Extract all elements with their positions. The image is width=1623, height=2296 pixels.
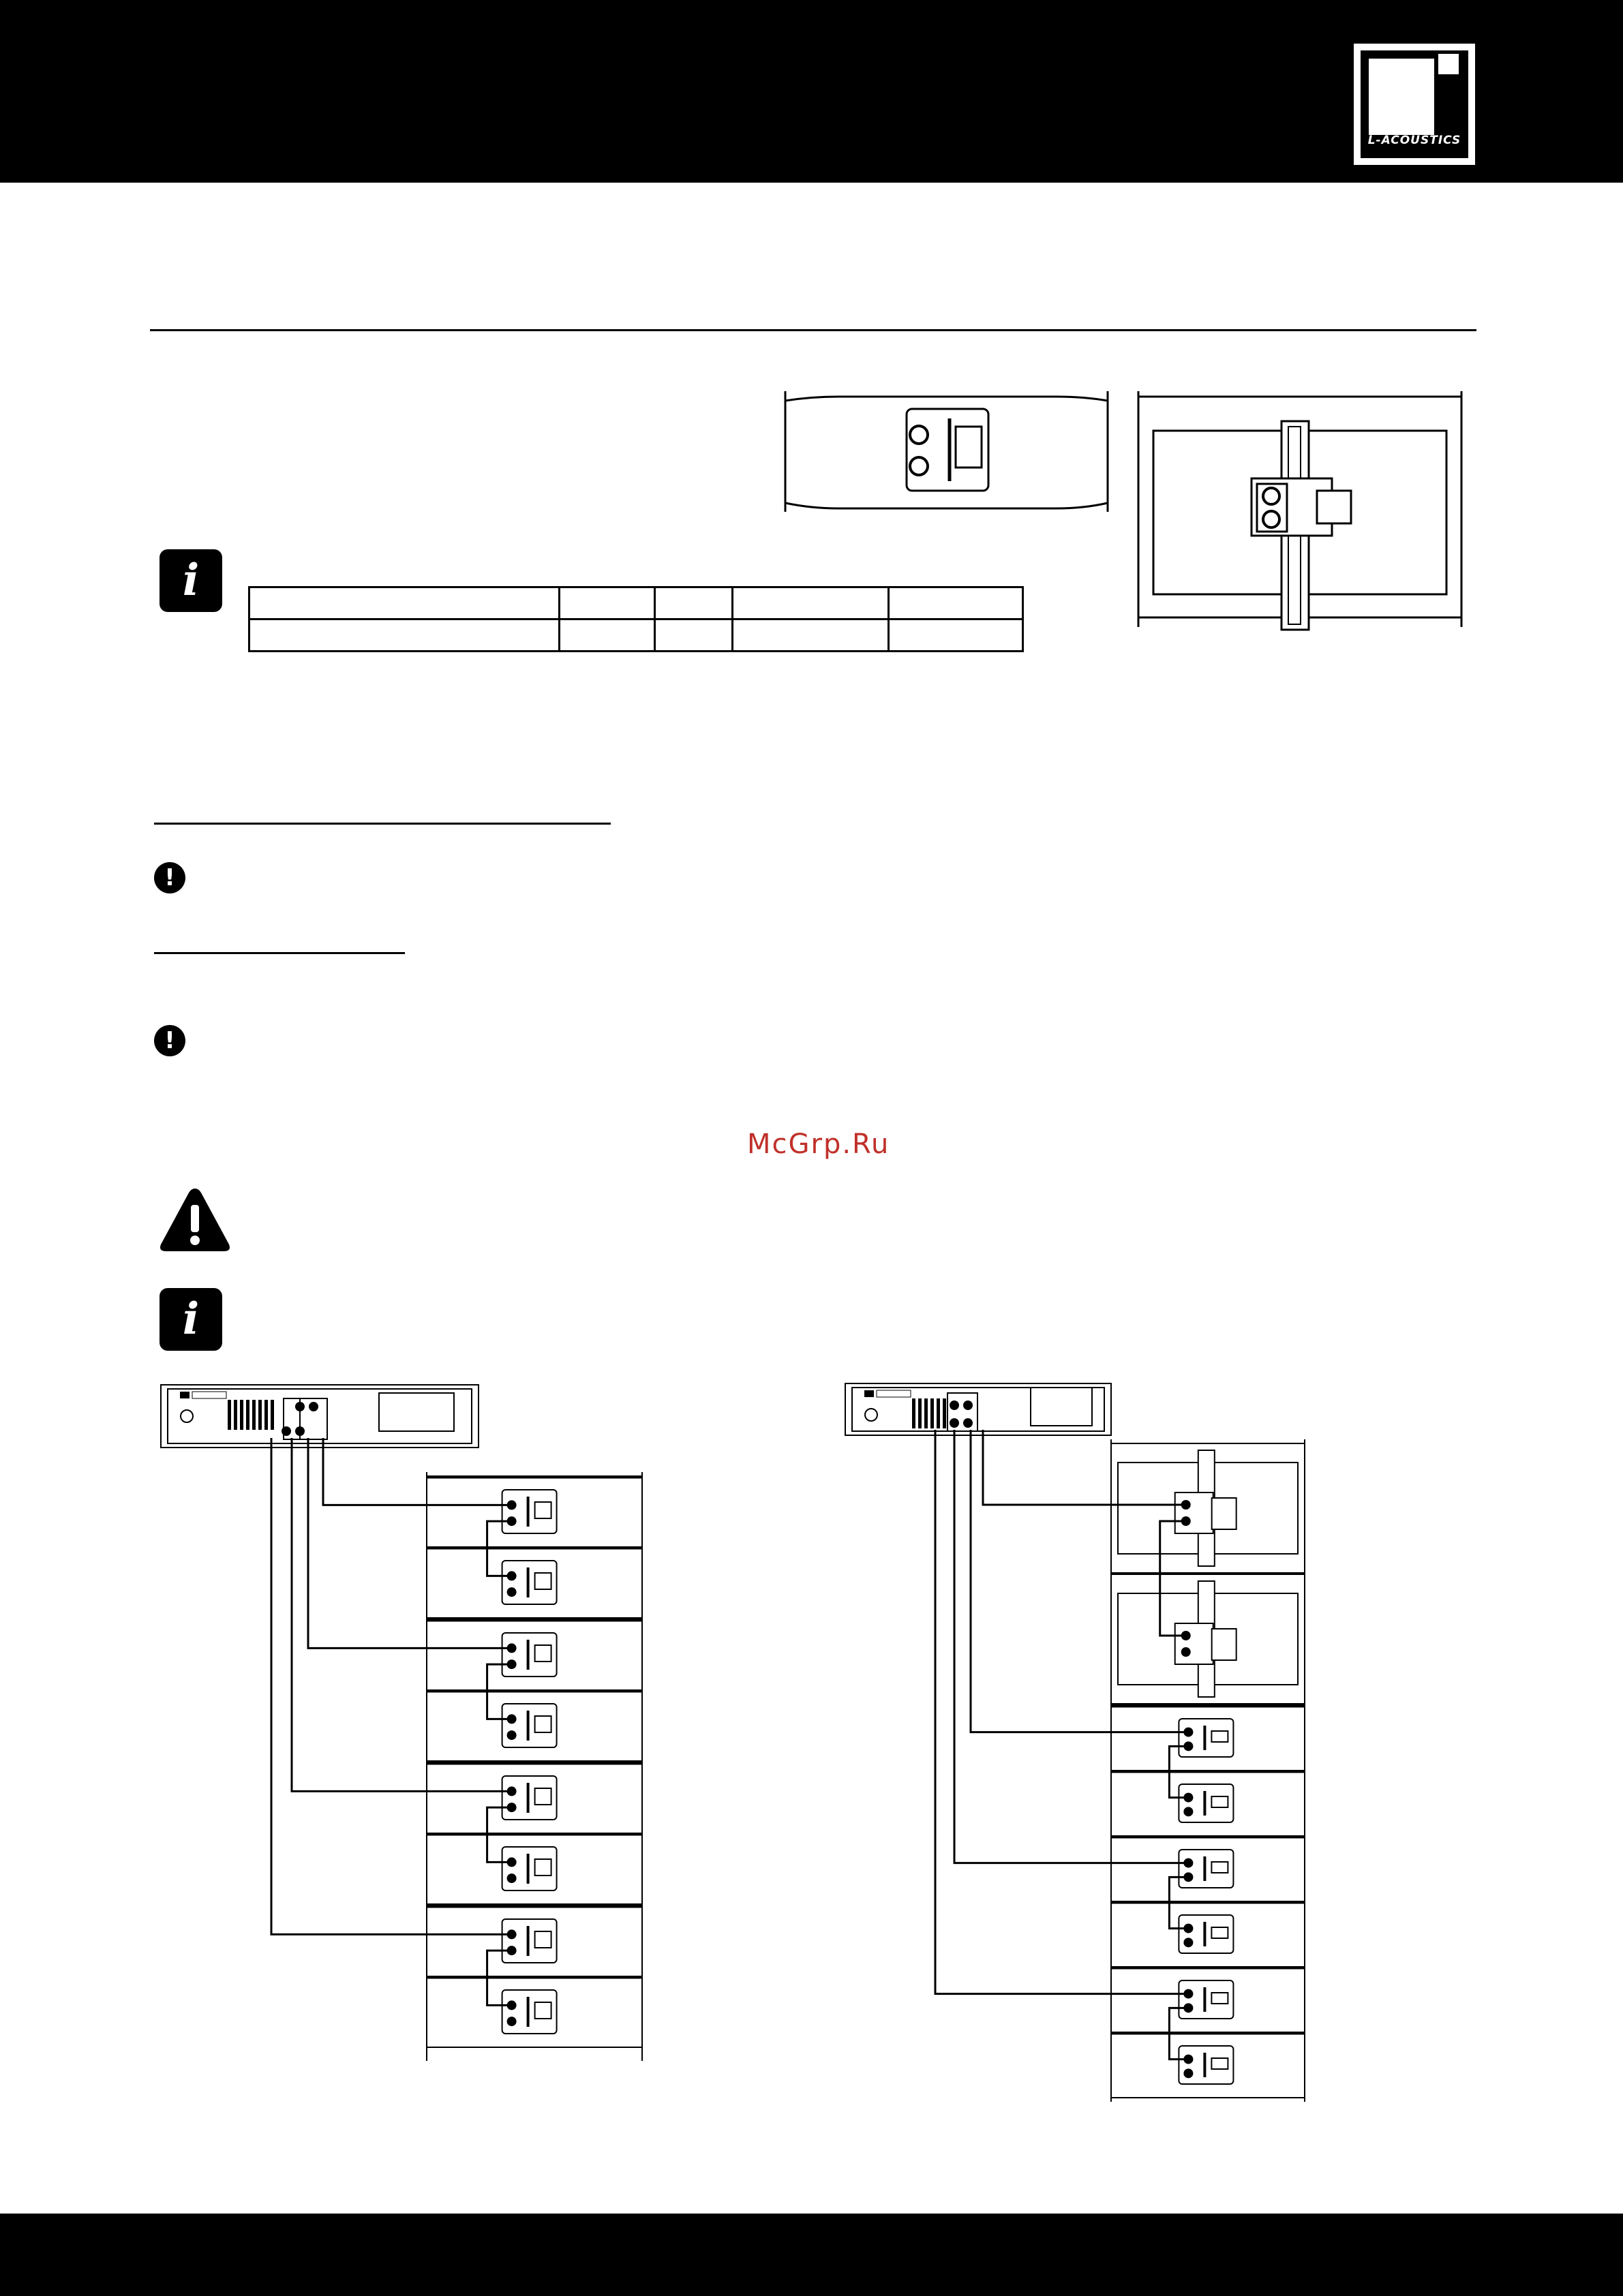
panel-window xyxy=(535,1645,551,1662)
amp-vent xyxy=(258,1400,262,1430)
panel-window xyxy=(535,2002,551,2019)
panel-window xyxy=(535,1859,551,1876)
amp-io-panel xyxy=(379,1393,454,1431)
panel-window xyxy=(1211,1862,1228,1873)
amp-badge xyxy=(864,1390,874,1397)
important-icon: ! xyxy=(154,862,185,893)
amp-output-connector xyxy=(950,1400,959,1410)
amp-output-connector xyxy=(963,1418,973,1428)
footer-bar xyxy=(0,2214,1623,2296)
amp-vent xyxy=(930,1398,934,1428)
panel-window xyxy=(535,1788,551,1805)
speakon-connector xyxy=(1183,1938,1193,1947)
speakon-connector xyxy=(1183,1807,1193,1816)
speakon-connector xyxy=(507,1587,517,1597)
amp-vent xyxy=(264,1400,268,1430)
amp-vent xyxy=(228,1400,231,1430)
watermark-text: McGrp.Ru xyxy=(747,1129,890,1160)
panel-window xyxy=(535,1931,551,1948)
panel-window xyxy=(535,1716,551,1732)
panel-window xyxy=(1211,1796,1228,1807)
important-icon: ! xyxy=(154,1025,185,1056)
panel-window xyxy=(1212,1629,1237,1660)
speakon-connector xyxy=(507,2017,517,2026)
panel-window xyxy=(535,1502,551,1518)
panel-window xyxy=(1211,1927,1228,1938)
amp-vent xyxy=(924,1398,928,1428)
amp-vent xyxy=(937,1398,940,1428)
panel-window xyxy=(1211,2058,1228,2069)
panel-window xyxy=(1212,1498,1237,1529)
logo-brand-text: L-ACOUSTICS xyxy=(1367,134,1461,147)
amp-output-connector xyxy=(295,1426,305,1436)
amp-output-connector xyxy=(963,1400,973,1410)
connector-panel xyxy=(1175,1493,1213,1533)
amp-knob xyxy=(181,1410,193,1422)
panel-window xyxy=(535,1573,551,1589)
speakon-connector xyxy=(1183,2068,1193,2078)
amp-vent xyxy=(246,1400,249,1430)
connector-panel xyxy=(1175,1623,1213,1664)
amp-badge xyxy=(180,1392,189,1398)
info-icon: i xyxy=(160,549,222,612)
amp-label xyxy=(877,1390,911,1397)
amp-output-connector xyxy=(309,1402,318,1411)
panel-window xyxy=(1211,1731,1228,1742)
info-icon: i xyxy=(160,1288,222,1351)
amp-vent xyxy=(918,1398,922,1428)
speakon-connector xyxy=(1181,1647,1191,1657)
panel-window xyxy=(1211,1993,1228,2004)
amp-vent xyxy=(234,1400,237,1430)
amp-knob xyxy=(865,1409,877,1421)
speakon-connector xyxy=(507,1873,517,1883)
amp-vent xyxy=(912,1398,915,1428)
amp-vent xyxy=(271,1400,274,1430)
amp-vent xyxy=(252,1400,256,1430)
amp-output-connector xyxy=(950,1418,959,1428)
amp-io-panel xyxy=(1031,1388,1092,1426)
amp-vent xyxy=(240,1400,243,1430)
speakon-connector xyxy=(507,1730,517,1740)
amp-output-connector xyxy=(282,1426,291,1436)
amp-output-connector xyxy=(295,1402,305,1411)
amp-label xyxy=(192,1392,226,1398)
amp-vent xyxy=(943,1398,946,1428)
